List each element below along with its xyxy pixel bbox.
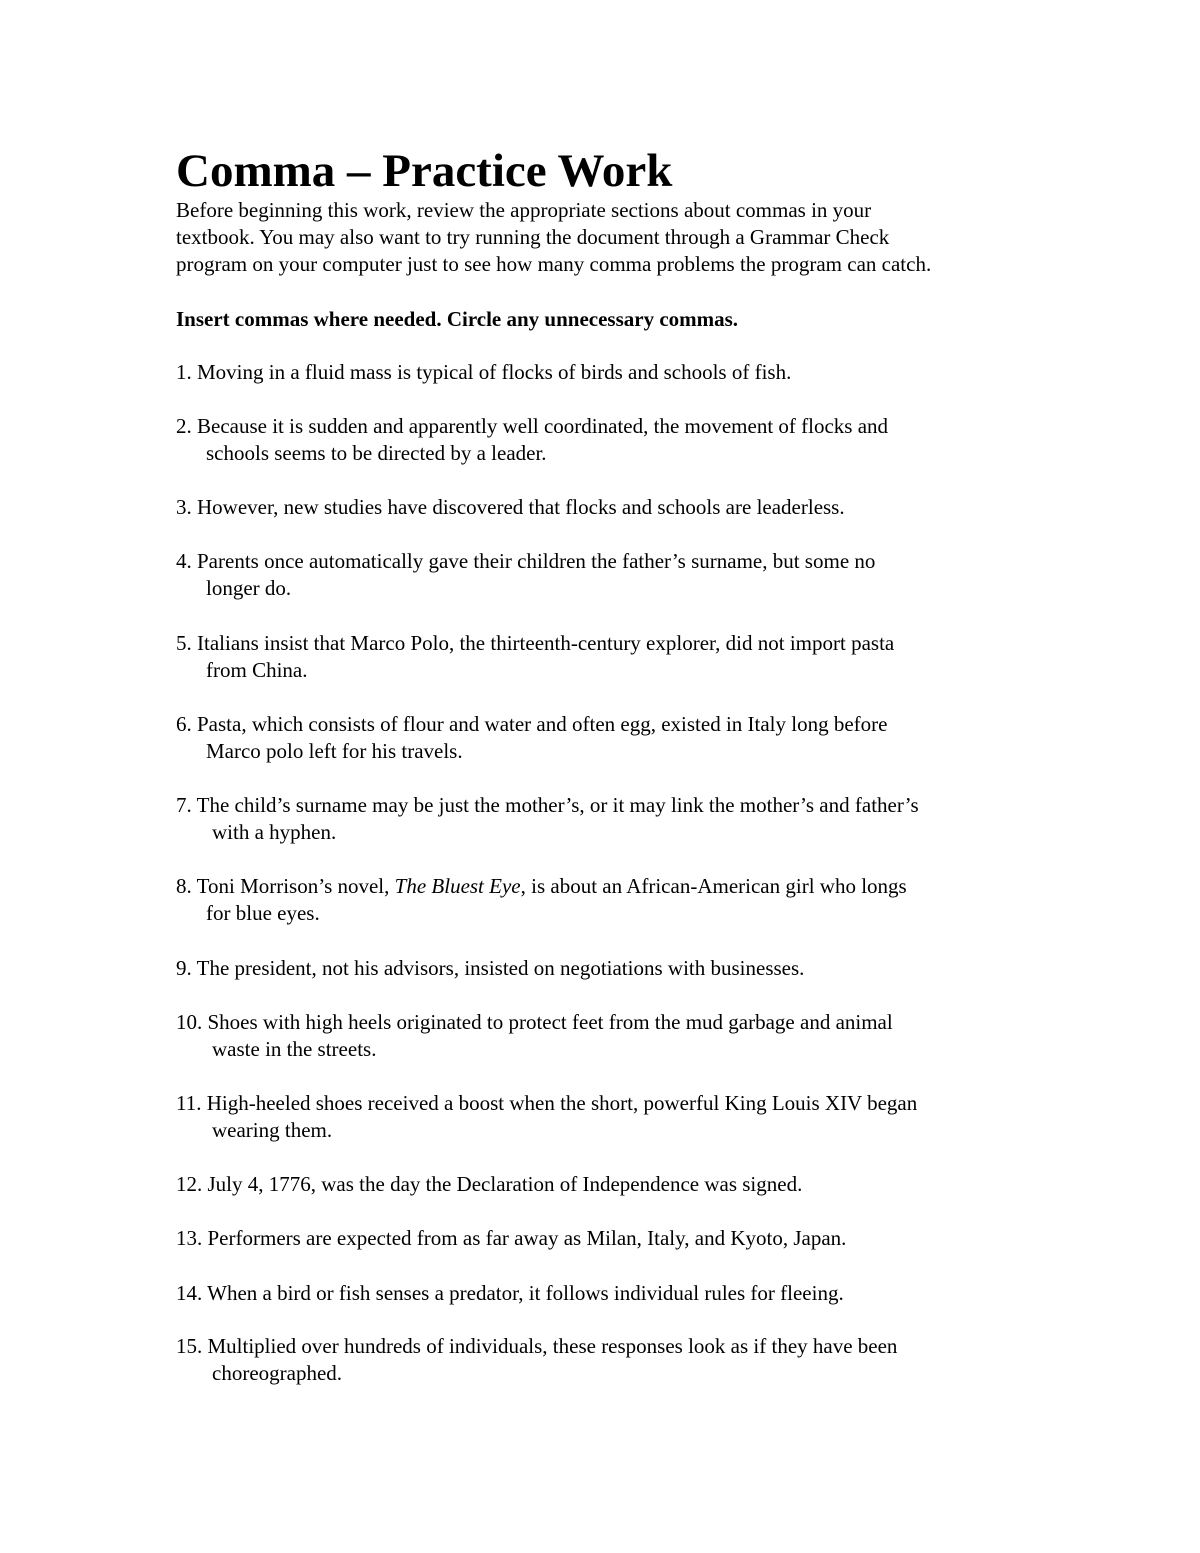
exercise-item-8 xyxy=(176,873,907,927)
exercise-line: 7. The child’s surname may be just the mother’s, or it may link the mother’s and father’s xyxy=(176,793,919,817)
exercise-item-13 xyxy=(176,1225,846,1252)
exercise-line-continued: from China. xyxy=(206,658,308,682)
book-title: The Bluest Eye xyxy=(394,874,521,898)
exercise-line: 12. July 4, 1776, was the day the Declaration of Independence was signed. xyxy=(176,1172,803,1196)
exercise-line-continued: with a hyphen. xyxy=(212,820,337,844)
exercise-line-continued: wearing them. xyxy=(212,1118,333,1142)
intro-line: textbook. You may also want to try running the document through a Grammar Check xyxy=(176,225,890,249)
exercise-line: 6. Pasta, which consists of flour and water and often egg, existed in Italy long before xyxy=(176,712,888,736)
exercise-item-3 xyxy=(176,494,845,521)
exercise-line: 3. However, new studies have discovered that flocks and schools are leaderless. xyxy=(176,495,845,519)
exercise-item-10 xyxy=(176,1009,893,1063)
exercise-line: 4. Parents once automatically gave their children the father’s surname, but some no xyxy=(176,549,876,573)
page-title: Comma – Practice Work xyxy=(176,145,673,197)
exercise-line-continued: longer do. xyxy=(206,576,292,600)
intro-line: Before beginning this work, review the appropriate sections about commas in your xyxy=(176,198,872,222)
exercise-line-continued: waste in the streets. xyxy=(212,1037,377,1061)
instructions: Insert commas where needed. Circle any unnecessary commas. xyxy=(176,307,739,331)
exercise-item-4 xyxy=(176,548,875,602)
exercise-item-15 xyxy=(176,1333,897,1387)
exercise-line: 15. Multiplied over hundreds of individuals, these responses look as if they have been xyxy=(176,1334,898,1358)
intro-line: program on your computer just to see how many comma problems the program can catch. xyxy=(176,252,932,276)
intro-paragraph xyxy=(176,197,1076,278)
exercise-line: 2. Because it is sudden and apparently well coordinated, the movement of flocks and xyxy=(176,414,889,438)
exercise-line-continued: Marco polo left for his travels. xyxy=(206,739,463,763)
exercise-item-5 xyxy=(176,630,894,684)
exercise-line: 13. Performers are expected from as far away as Milan, Italy, and Kyoto, Japan. xyxy=(176,1226,847,1250)
exercise-item-14 xyxy=(176,1280,844,1307)
exercise-line: 14. When a bird or fish senses a predator, it follows individual rules for fleeing. xyxy=(176,1281,844,1305)
exercise-item-11 xyxy=(176,1090,917,1144)
exercise-line-continued: schools seems to be directed by a leader. xyxy=(206,441,547,465)
exercise-item-12 xyxy=(176,1171,802,1198)
exercise-line: 11. High-heeled shoes received a boost when the short, powerful King Louis XIV began xyxy=(176,1091,918,1115)
exercise-line xyxy=(176,873,907,900)
exercise-line: 1. Moving in a fluid mass is typical of flocks of birds and schools of fish. xyxy=(176,360,792,384)
exercise-line: 5. Italians insist that Marco Polo, the thirteenth-century explorer, did not import pasta xyxy=(176,631,895,655)
exercise-item-7 xyxy=(176,792,919,846)
exercise-line: 9. The president, not his advisors, insisted on negotiations with businesses. xyxy=(176,956,805,980)
exercise-item-6 xyxy=(176,711,887,765)
exercise-line-continued: for blue eyes. xyxy=(206,901,320,925)
exercise-text: , is about an African-American girl who longs xyxy=(520,874,907,898)
exercise-item-1 xyxy=(176,359,791,386)
exercise-text: 8. Toni Morrison’s novel, xyxy=(176,874,395,898)
exercise-item-9 xyxy=(176,955,804,982)
exercise-line-continued: choreographed. xyxy=(212,1361,343,1385)
exercise-line: 10. Shoes with high heels originated to protect feet from the mud garbage and animal xyxy=(176,1010,893,1034)
exercise-item-2 xyxy=(176,413,888,467)
